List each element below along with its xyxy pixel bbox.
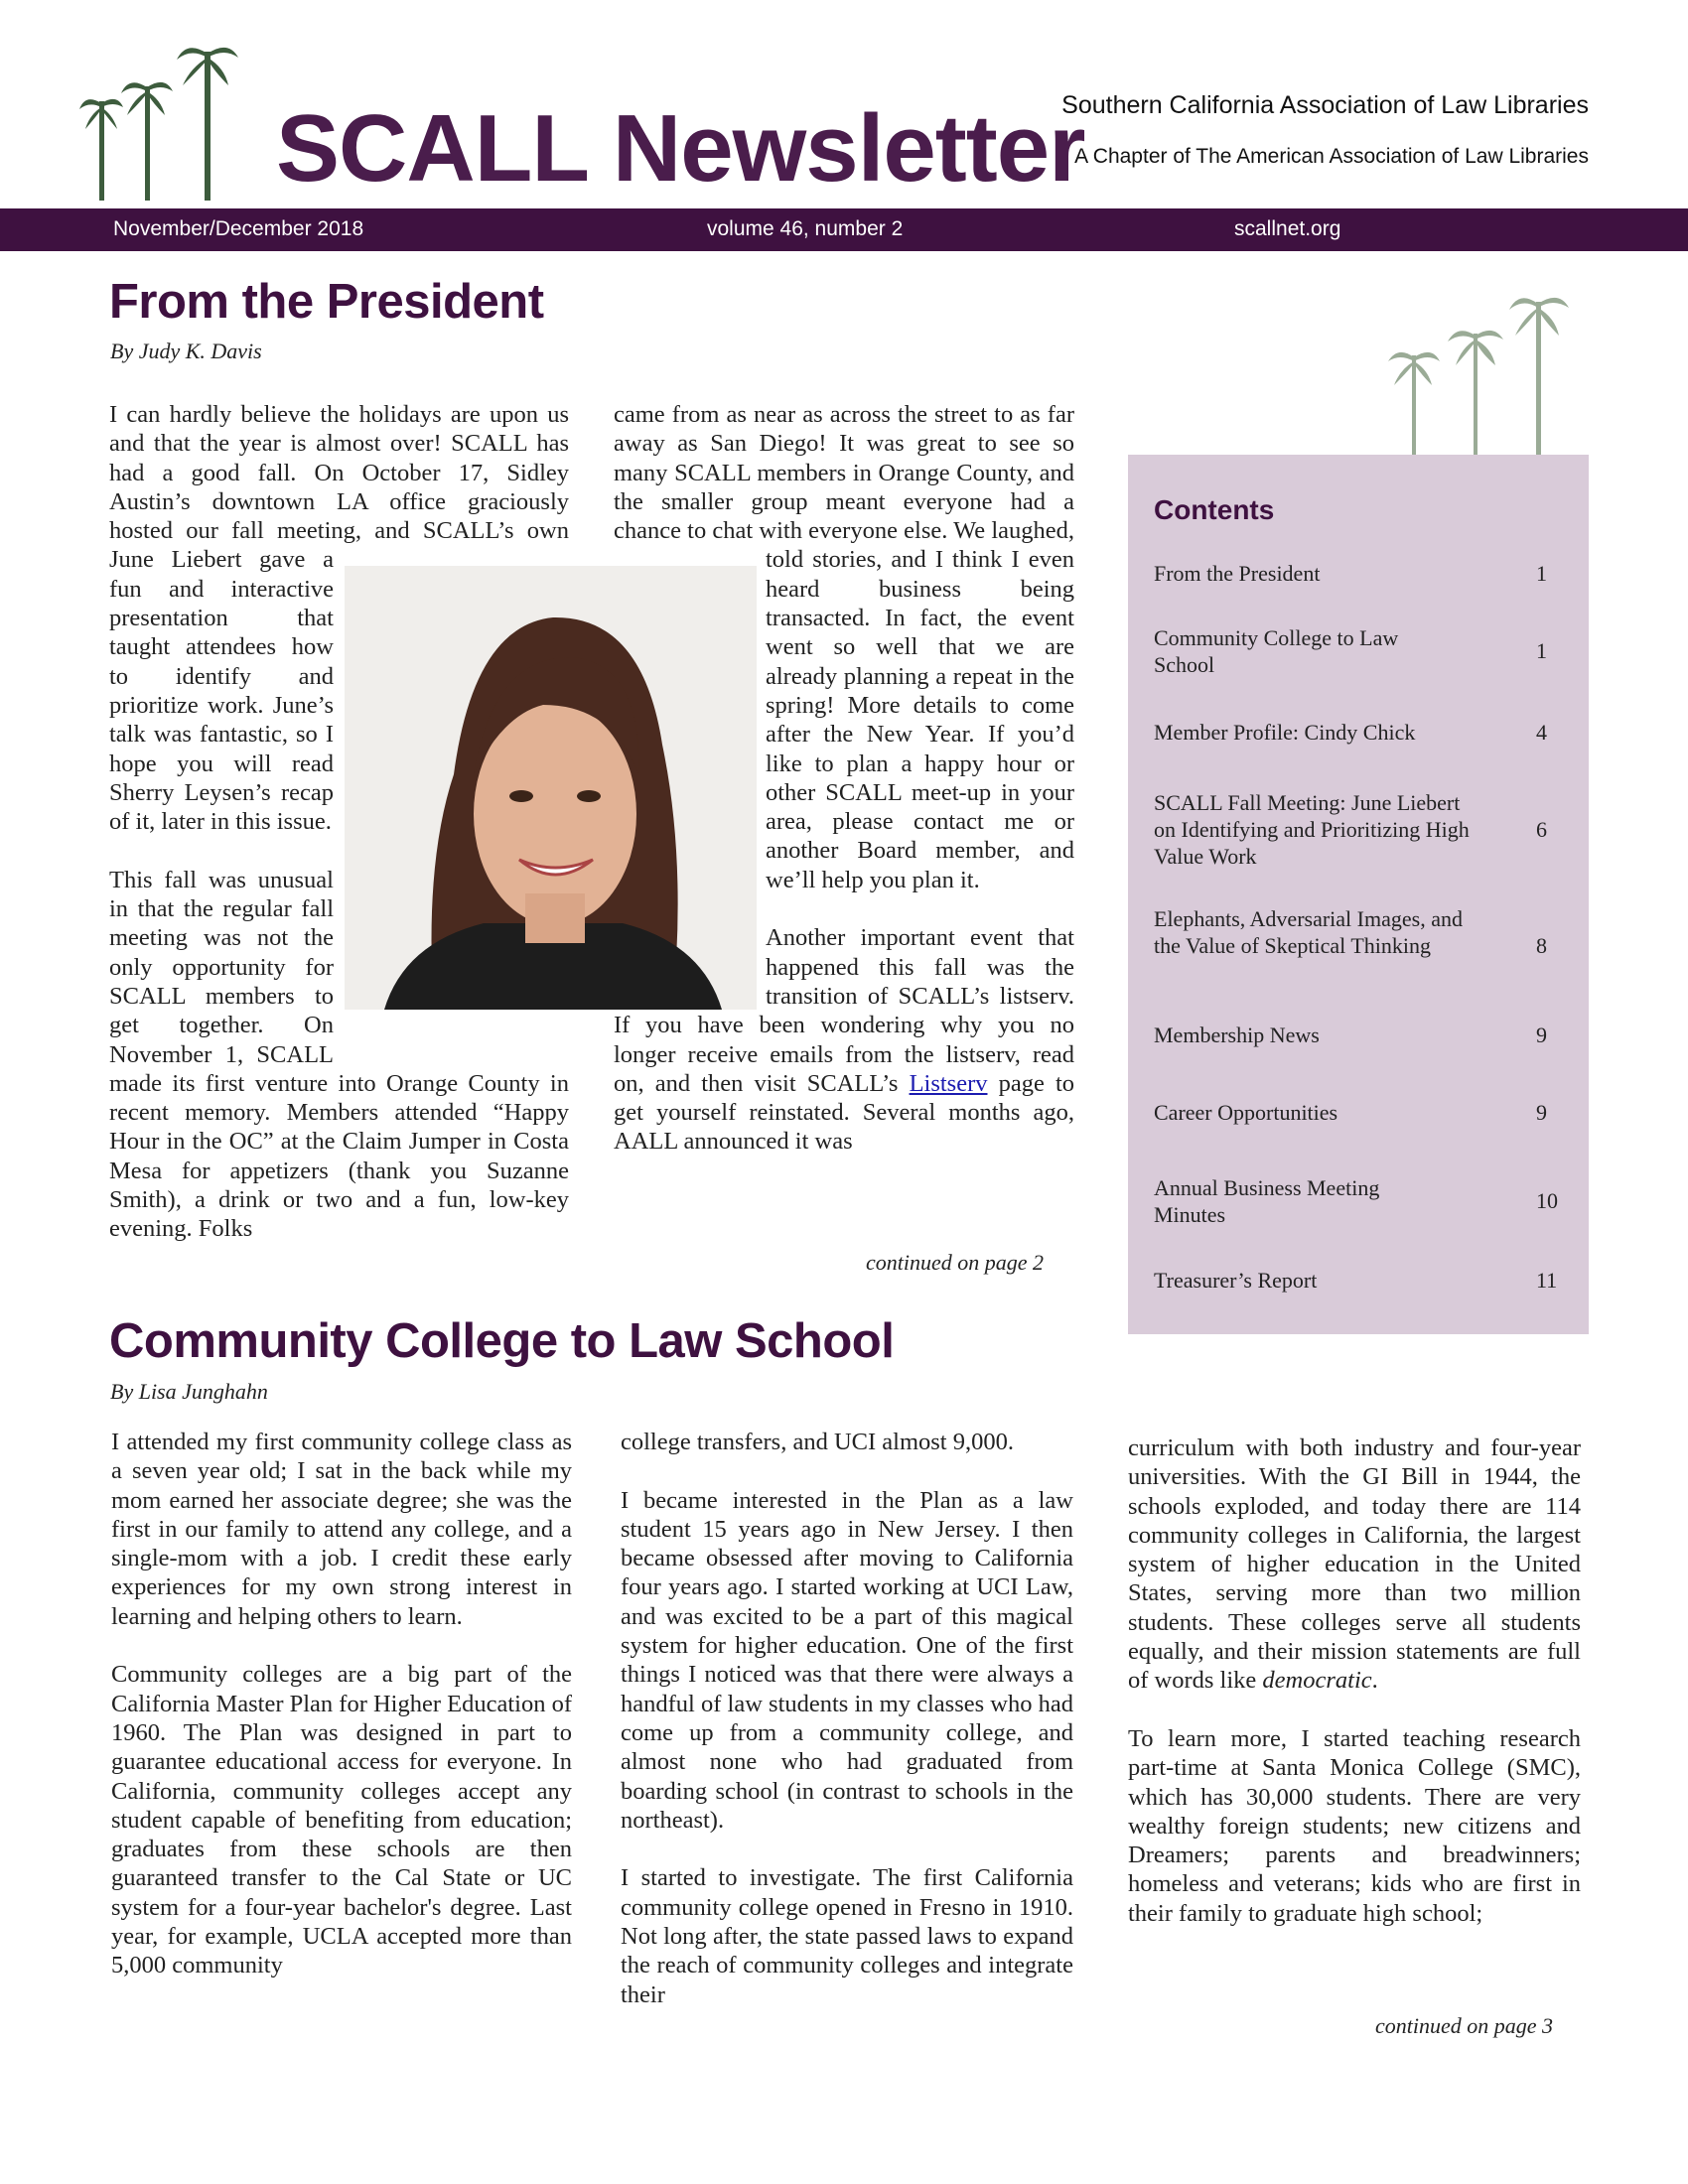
text-run: curriculum with both industry and four-year universities. With the GI Bill in 1944, the schools exploded, and today there are 114 community colleges in California, the largest system of higher education in the United States, serving more than two million students. These colleges serve all students equally, and their mission statements are full of words like [1128, 1434, 1581, 1695]
toc-item-label: Treasurer’s Report [1154, 1268, 1318, 1293]
paragraph: This fall was unusual in that the regular fall meeting was not the only opportunity for SCALL members to get together. On November 1, SCALL made its first venture into Orange County in recent memory. Members attended “Happy Hour in the OC” at the Claim Jumper in Costa Mesa for appetizers (thank you Suzanne Smith), a drink or two and a fun, low-key evening. Folks [109, 866, 569, 1243]
toc-item[interactable] [1154, 624, 1561, 678]
newsletter-title: SCALL Newsletter [276, 95, 1085, 202]
paragraph: I became interested in the Plan as a law student 15 years ago in New Jersey. I then became obsessed after moving to California four years ago. I started working at UCI Law, and was excited to be a part of this magical system for higher education. One of the first things I noticed was that there were always a handful of law students in my classes who had come up from a community college, and almost none who had graduated from boarding school (in contrast to schools in the northeast). [621, 1486, 1073, 1834]
portrait-image-icon [345, 566, 757, 1010]
toc-item-label: Elephants, Adversarial Images, and the Value of Skeptical Thinking [1154, 906, 1463, 958]
paragraph: I can hardly believe the holidays are upon us and that the year is almost over! SCALL has had a good fall. On October 17, Sidley Austin’s downtown LA office graciously hosted our fall meeting, and SCALL’s own June Liebert gave a fun and interactive presentation that taught attendees how to identify and prioritize work. June’s talk was fantastic, so I hope you will read Sherry Leysen’s recap of it, later in this issue. [109, 401, 569, 836]
article-2-column-2 [621, 1428, 1073, 2009]
paragraph: came from as near as across the street to as far away as San Diego! It was great to see so many SCALL members in Orange County, and the smaller group meant everyone had a chance to chat with everyone else. We laughed, told stories, and I think I even heard business being transacted. In fact, the event went so well that we are already planning a repeat in the spring! More details to come after the New Year. If you’d like to plan a happy hour or other SCALL meet-up in your area, please contact me or another Board member, and we’ll help you plan it. [614, 401, 1074, 893]
site-url: scallnet.org [1234, 217, 1341, 240]
toc-item[interactable] [1154, 905, 1561, 959]
paragraph: Community colleges are a big part of the California Master Plan for Higher Education of 1960. The Plan was designed in part to guarantee educational access for everyone. In California, community colleges accept any student capable of benefiting from education; graduates from these schools are then guaranteed transfer to the Cal State or UC system for a four-year bachelor's degree. Last year, for example, UCLA accepted more than 5,000 community [111, 1661, 573, 1979]
article-1-headline: From the President [109, 275, 544, 329]
toc-item-page: 11 [1536, 1268, 1558, 1293]
toc-item-label: Member Profile: Cindy Chick [1154, 720, 1416, 745]
toc-item-label: Career Opportunities [1154, 1100, 1338, 1125]
text-run: page to get yourself reinstated. Several months ago, AALL announced it was [614, 1069, 1074, 1156]
toc-item-label: From the President [1154, 561, 1321, 586]
paragraph: college transfers, and UCI almost 9,000. [621, 1429, 1014, 1455]
toc-item-label: Membership News [1154, 1023, 1320, 1047]
article-1-continued: continued on page 2 [866, 1250, 1045, 1275]
toc-item-page: 4 [1536, 720, 1547, 745]
contents-title: Contents [1154, 494, 1275, 525]
text-run: . [1371, 1667, 1378, 1695]
toc-item-page: 9 [1536, 1023, 1547, 1047]
listserv-link[interactable]: Listserv [909, 1069, 988, 1097]
toc-item[interactable] [1154, 560, 1561, 587]
toc-item[interactable] [1154, 719, 1561, 746]
toc-item-label: Community College to Law School [1154, 625, 1399, 677]
article-1-byline: By Judy K. Davis [110, 339, 262, 363]
paragraph [1128, 1433, 1581, 1696]
text-run: Another important event that happened this fall was the transition of SCALL’s listserv. If you have been wondering why you no longer receive emails from the listserv, read on, and then visit SCALL’s [614, 924, 1074, 1097]
table-of-contents [1128, 455, 1589, 1334]
president-photo [345, 566, 757, 1010]
toc-item-page: 8 [1536, 933, 1547, 958]
paragraph: I attended my first community college class as a seven year old; I sat in the back while my mom earned her associate degree; she was the first in our family to attend any college, and a single-mom with a job. I credit these early experiences for my own strong interest in learning and helping others to learn. [111, 1429, 572, 1630]
paragraph: I started to investigate. The first California community college opened in Fresno in 1910. Not long after, the state passed laws to expand the reach of community colleges and integrate their [621, 1864, 1073, 2008]
article-2-continued: continued on page 3 [1375, 2013, 1554, 2038]
toc-item[interactable] [1154, 1174, 1561, 1228]
toc-item[interactable] [1154, 1022, 1561, 1048]
toc-item[interactable] [1154, 1267, 1561, 1294]
article-2-column-3 [1128, 1433, 1581, 1928]
article-2-column-1 [111, 1428, 572, 1980]
toc-item-page: 10 [1536, 1188, 1558, 1213]
palm-trees-logo-icon [77, 32, 276, 201]
article-2-byline: By Lisa Junghahn [110, 1379, 268, 1404]
issue-banner [0, 208, 1688, 251]
issue-date: November/December 2018 [113, 217, 364, 240]
organization-name: Southern California Association of Law Libraries [1061, 91, 1589, 119]
toc-item-label: SCALL Fall Meeting: June Liebert on Identifying and Prioritizing High Value Work [1154, 790, 1470, 869]
toc-item-label: Annual Business Meeting Minutes [1154, 1175, 1380, 1227]
organization-subtitle: A Chapter of The American Association of Law Libraries [1074, 145, 1589, 168]
toc-item[interactable] [1154, 1099, 1561, 1126]
toc-item-page: 1 [1536, 561, 1547, 586]
toc-item[interactable] [1154, 789, 1561, 870]
toc-item-page: 9 [1536, 1100, 1547, 1125]
toc-item-page: 6 [1536, 817, 1547, 842]
palm-trees-decoration-icon [1374, 284, 1583, 459]
paragraph: To learn more, I started teaching research part-time at Santa Monica College (SMC), which has 30,000 students. There are very wealthy foreign students; new citizens and Dreamers; parents and breadwinners; homeless and veterans; kids who are first in their family to graduate high school; [1128, 1724, 1581, 1927]
issue-volume: volume 46, number 2 [707, 217, 904, 240]
toc-item-page: 1 [1536, 638, 1547, 663]
emphasis: democratic [1262, 1667, 1372, 1695]
article-2-headline: Community College to Law School [109, 1314, 895, 1368]
